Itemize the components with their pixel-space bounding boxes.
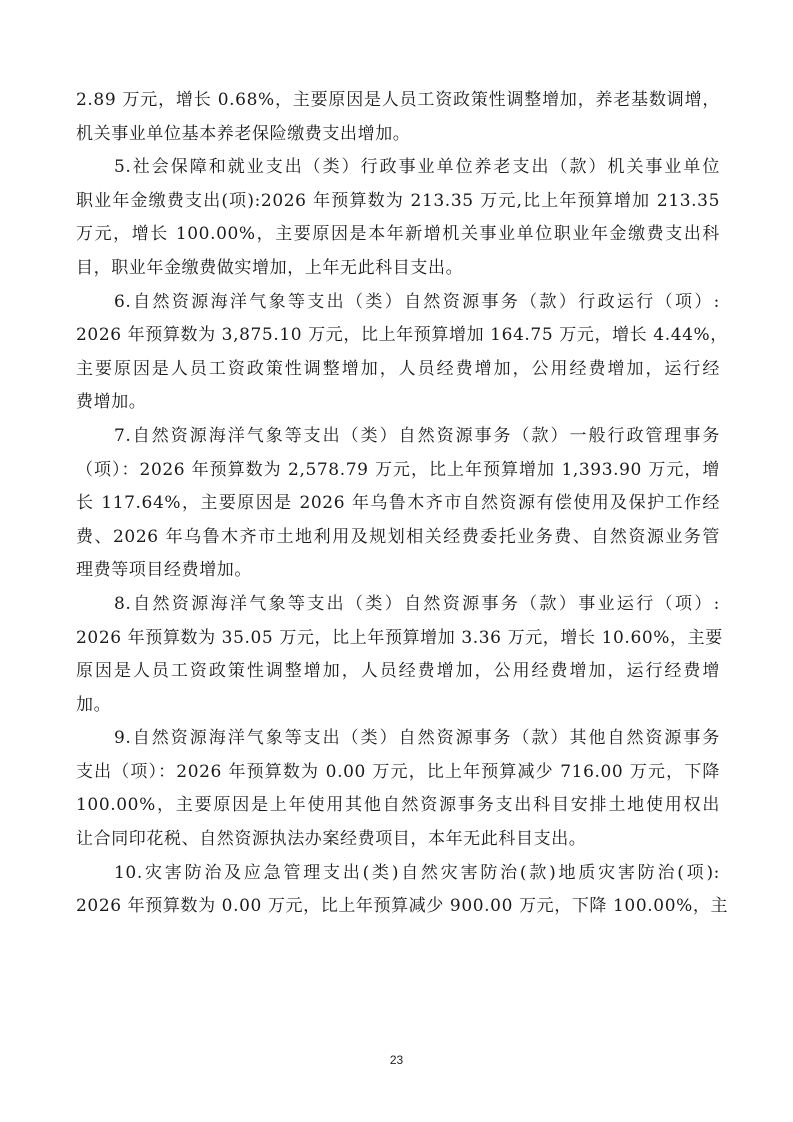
text-line: 2026 年预算数为 0.00 万元，比上年预算减少 900.00 万元，下降 100.00%，主: [76, 896, 729, 917]
text-line: 5.社会保障和就业支出（类）行政事业单位养老支出（款）机关事业单位: [114, 157, 720, 178]
paragraph-item-7: [76, 420, 720, 588]
text-line: 8.自然资源海洋气象等支出（类）自然资源事务（款）事业运行（项）:: [114, 593, 720, 614]
text-line: 10.灾害防治及应急管理支出(类)自然灾害防治(款)地质灾害防治(项):: [114, 862, 720, 883]
page-number: 23: [389, 1053, 404, 1067]
text-line: 主要原因是人员工资政策性调整增加，人员经费增加，公用经费增加，运行经: [76, 358, 720, 379]
paragraph-item-4-continuation: [76, 84, 720, 151]
text-line: 7.自然资源海洋气象等支出（类）自然资源事务（款）一般行政管理事务: [114, 425, 720, 446]
text-line: 理费等项目经费增加。: [76, 560, 252, 581]
text-line: 2026 年预算数为 3,875.10 万元，比上年预算增加 164.75 万元，增长 4.44%，: [76, 325, 728, 346]
text-line: （项）：2026 年预算数为 2,578.79 万元，比上年预算增加 1,393.90 万元，增: [76, 459, 720, 480]
text-line: 费、2026 年乌鲁木齐市土地利用及规划相关经费委托业务费、自然资源业务管: [76, 526, 720, 547]
text-line: 支出（项）：2026 年预算数为 0.00 万元，比上年预算减少 716.00 万元，下降: [76, 761, 720, 782]
text-line: 费增加。: [76, 392, 147, 413]
paragraph-item-6: [76, 286, 728, 420]
paragraph-item-10: [76, 857, 729, 924]
text-line: 100.00%，主要原因是上年使用其他自然资源事务支出科目安排土地使用权出: [76, 795, 720, 816]
text-line: 让合同印花税、自然资源执法办案经费项目，本年无此科目支出。: [76, 829, 587, 850]
text-line: 9.自然资源海洋气象等支出（类）自然资源事务（款）其他自然资源事务: [114, 728, 720, 749]
text-line: 万元，增长 100.00%，主要原因是本年新增机关事业单位职业年金缴费支出科: [76, 224, 720, 245]
text-line: 职业年金缴费支出(项):2026 年预算数为 213.35 万元,比上年预算增加 213.35: [76, 190, 720, 211]
text-line: 长 117.64%，主要原因是 2026 年乌鲁木齐市自然资源有偿使用及保护工作经: [76, 493, 720, 514]
text-line: 原因是人员工资政策性调整增加，人员经费增加，公用经费增加，运行经费增: [76, 661, 720, 682]
text-line: 机关事业单位基本养老保险缴费支出增加。: [76, 123, 411, 144]
text-line: 6.自然资源海洋气象等支出（类）自然资源事务（款）行政运行（项）:: [114, 291, 720, 312]
paragraph-item-9: [76, 722, 720, 856]
body-text: [76, 84, 729, 924]
text-line: 2026 年预算数为 35.05 万元，比上年预算增加 3.36 万元，增长 10.60%，主要: [76, 627, 723, 648]
text-line: 目，职业年金缴费做实增加，上年无此科目支出。: [76, 257, 464, 278]
paragraph-item-8: [76, 588, 723, 722]
paragraph-item-5: [76, 151, 720, 285]
text-line: 2.89 万元，增长 0.68%，主要原因是人员工资政策性调整增加，养老基数调增，: [76, 90, 720, 110]
text-line: 加。: [76, 694, 112, 715]
